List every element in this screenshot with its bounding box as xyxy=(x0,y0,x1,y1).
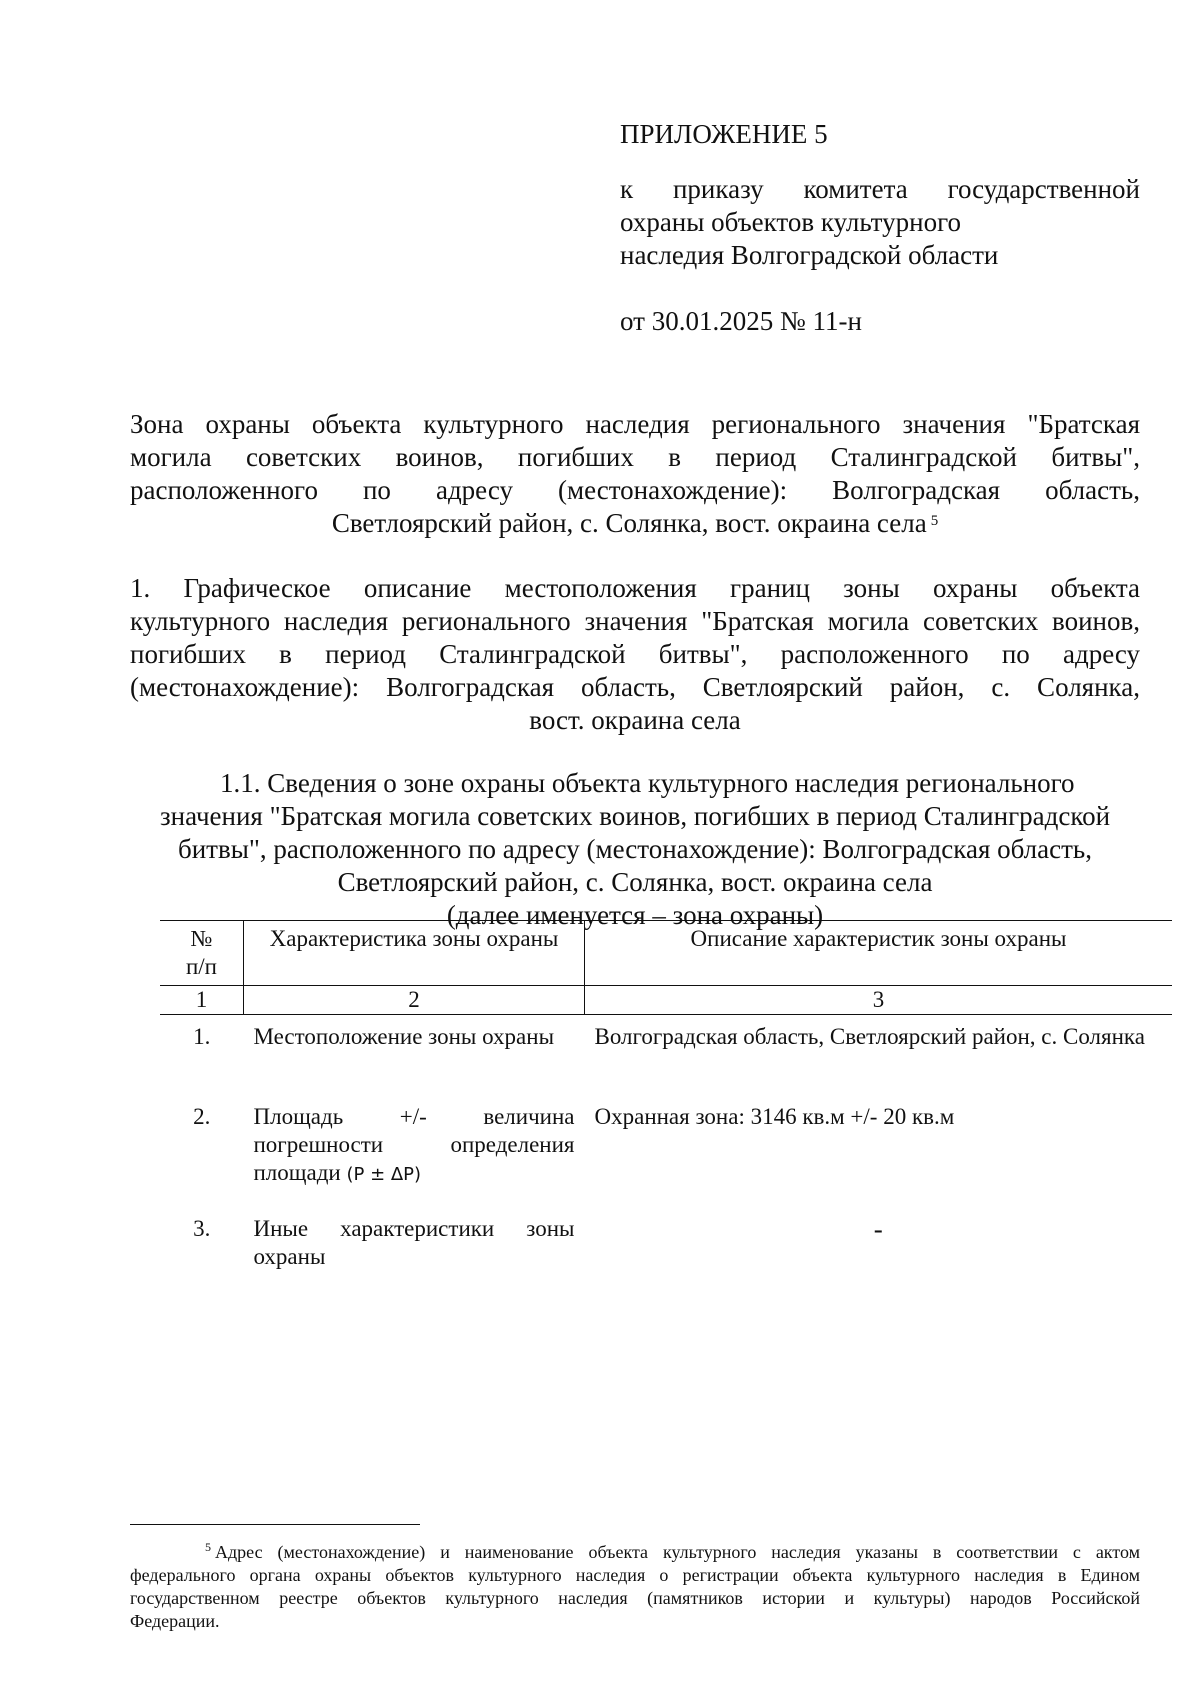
row-characteristic-line-2: погрешности определения xyxy=(253,1132,575,1157)
column-number-3: 3 xyxy=(585,986,1173,1015)
row-description: Охранная зона: 3146 кв.м +/- 20 кв.м xyxy=(594,1104,955,1129)
footnote-line-4: Федерации. xyxy=(130,1611,220,1631)
footnote-divider xyxy=(130,1524,420,1525)
column-number-1: 1 xyxy=(160,986,244,1015)
row-characteristic xyxy=(244,1095,585,1207)
subsection-1-1 xyxy=(130,767,1140,932)
footnote-reference: 5 xyxy=(930,513,939,529)
row-number: 2. xyxy=(193,1104,211,1129)
appendix-order-line-2: охраны объектов культурного xyxy=(620,207,961,237)
area-formula: (P ± ΔP) xyxy=(346,1164,422,1185)
header-number xyxy=(160,921,244,986)
row-characteristic-line-1: Площадь +/- величина xyxy=(253,1104,575,1129)
footnote xyxy=(130,1536,1140,1633)
table-row xyxy=(160,1207,1172,1277)
column-number-2: 2 xyxy=(244,986,585,1015)
footnote-number: 5 xyxy=(205,1540,211,1554)
footnote-line-2: федерального органа охраны объектов культурного наследия о регистрации объекта культурного наследия в Едином xyxy=(130,1565,1140,1585)
section-1-line-5: вост. окраина села xyxy=(529,705,741,735)
appendix-title: ПРИЛОЖЕНИЕ 5 xyxy=(620,119,828,149)
zone-table xyxy=(160,920,1145,1277)
footnote-line-1 xyxy=(130,1536,1140,1564)
subsection-line-2: значения "Братская могила советских воинов, погибших в период Сталинградской xyxy=(159,801,1111,831)
zone-title-line-2: могила советских воинов, погибших в период Сталинградской битвы", xyxy=(130,442,1140,472)
footnote-line-1-text: Адрес (местонахождение) и наименование объекта культурного наследия указаны в соответствии с актом xyxy=(215,1542,1140,1562)
row-description: Волгоградская область, Светлоярский район, с. Солянка xyxy=(594,1024,1145,1049)
zone-title xyxy=(130,408,1140,540)
table-column-numbers-row xyxy=(160,986,1172,1015)
row-characteristic-line-3: площади xyxy=(253,1160,341,1185)
appendix-header xyxy=(620,118,1140,338)
appendix-date: от 30.01.2025 № 11-н xyxy=(620,306,862,336)
section-1-line-4: (местонахождение): Волгоградская область, Светлоярский район, с. Солянка, xyxy=(130,672,1140,702)
header-characteristic: Характеристика зоны охраны xyxy=(244,921,585,986)
section-1-line-3: погибших в период Сталинградской битвы", расположенного по адресу xyxy=(130,639,1140,669)
zone-title-line-4 xyxy=(130,507,1140,540)
row-characteristic: Иные характеристики зоны охраны xyxy=(253,1216,575,1269)
row-description: - xyxy=(873,1214,883,1244)
header-description: Описание характеристик зоны охраны xyxy=(585,921,1173,986)
section-1-line-1: 1. Графическое описание местоположения границ зоны охраны объекта xyxy=(130,573,1140,603)
row-number: 1. xyxy=(193,1024,211,1049)
zone-title-line-4-text: Светлоярский район, с. Солянка, вост. окраина села xyxy=(331,508,927,538)
appendix-order-line-3: наследия Волгоградской области xyxy=(620,240,999,270)
subsection-line-3: битвы", расположенного по адресу (местонахождение): Волгоградская область, xyxy=(178,834,1092,864)
zone-characteristics-table xyxy=(160,920,1172,1277)
header-number-top: № xyxy=(190,926,213,951)
table-row xyxy=(160,1015,1172,1096)
subsection-line-4: Светлоярский район, с. Солянка, вост. окраина села xyxy=(337,867,933,897)
header-number-bottom: п/п xyxy=(185,954,217,979)
footnote-line-3: государственном реестре объектов культурного наследия (памятников истории и культуры) народов Российской xyxy=(130,1588,1140,1608)
table-header-row xyxy=(160,921,1172,986)
section-1 xyxy=(130,572,1140,737)
section-1-line-2: культурного наследия регионального значения "Братская могила советских воинов, xyxy=(130,606,1140,636)
zone-title-line-3: расположенного по адресу (местонахождение): Волгоградская область, xyxy=(130,475,1140,505)
row-characteristic: Местоположение зоны охраны xyxy=(253,1024,555,1049)
row-number: 3. xyxy=(193,1216,211,1241)
subsection-line-5: (далее именуется – зона охраны) xyxy=(446,900,824,930)
table-row xyxy=(160,1095,1172,1207)
appendix-order-line-1: к приказу комитета государственной xyxy=(620,174,1140,204)
subsection-line-1: 1.1. Сведения о зоне охраны объекта культурного наследия регионального xyxy=(220,768,1075,798)
zone-title-line-1: Зона охраны объекта культурного наследия регионального значения "Братская xyxy=(130,409,1140,439)
